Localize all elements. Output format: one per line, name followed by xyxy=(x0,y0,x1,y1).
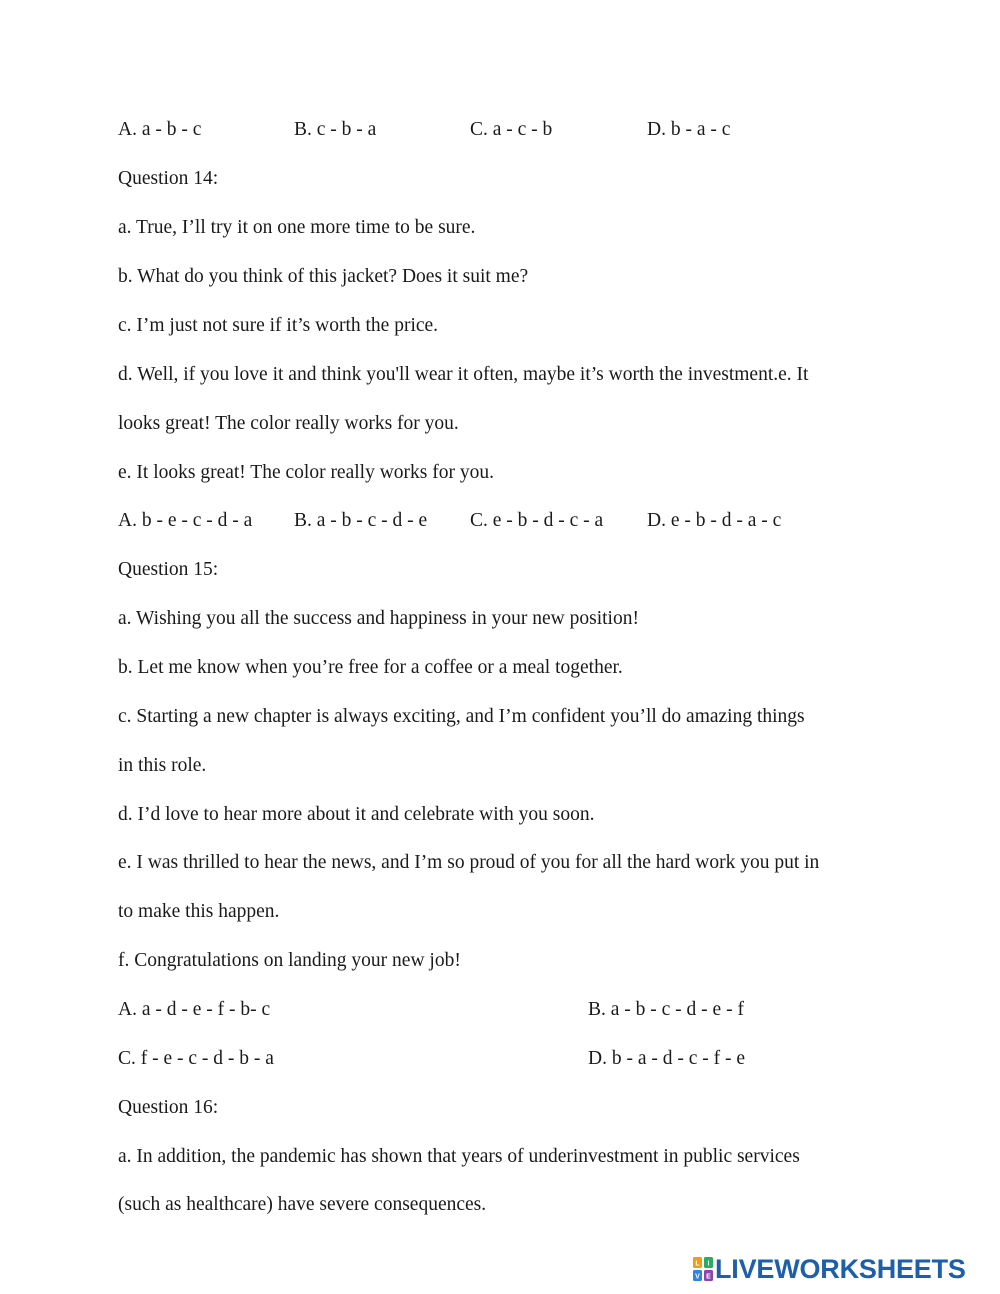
q13-option-d[interactable]: D. b - a - c xyxy=(647,119,731,140)
q15-sentence-f: f. Congratulations on landing your new job! xyxy=(118,950,461,971)
liveworksheets-logo-icon xyxy=(693,1257,713,1281)
q14-sentence-b: b. What do you think of this jacket? Does it suit me? xyxy=(118,266,529,287)
q13-option-c[interactable]: C. a - c - b xyxy=(470,119,553,140)
q13-option-b[interactable]: B. c - b - a xyxy=(294,119,377,140)
q15-option-a[interactable]: A. a - d - e - f - b- c xyxy=(118,999,271,1020)
q15-sentence-c-continued: in this role. xyxy=(118,755,207,776)
q15-sentence-e-continued: to make this happen. xyxy=(118,901,280,922)
liveworksheets-watermark xyxy=(693,1254,966,1284)
question-14-title: Question 14: xyxy=(118,168,219,189)
liveworksheets-logo-text: LIVEWORKSHEETS xyxy=(715,1254,966,1284)
q14-option-c[interactable]: C. e - b - d - c - a xyxy=(470,510,604,531)
q14-option-d[interactable]: D. e - b - d - a - c xyxy=(647,510,782,531)
q16-sentence-a-continued: (such as healthcare) have severe consequences. xyxy=(118,1194,487,1215)
q14-option-a[interactable]: A. b - e - c - d - a xyxy=(118,510,253,531)
svg-text:I: I xyxy=(707,1260,710,1268)
q15-option-d[interactable]: D. b - a - d - c - f - e xyxy=(588,1048,746,1069)
q13-option-a[interactable]: A. a - b - c xyxy=(118,119,202,140)
svg-text:L: L xyxy=(695,1260,700,1268)
q15-sentence-c: c. Starting a new chapter is always exciting, and I’m confident you’ll do amazing things xyxy=(118,706,805,727)
q14-option-b[interactable]: B. a - b - c - d - e xyxy=(294,510,428,531)
q14-sentence-d-continued: looks great! The color really works for you. xyxy=(118,413,459,434)
q15-sentence-e: e. I was thrilled to hear the news, and I’m so proud of you for all the hard work you put in xyxy=(118,852,820,873)
q15-option-c[interactable]: C. f - e - c - d - b - a xyxy=(118,1048,274,1069)
q14-sentence-d: d. Well, if you love it and think you'll wear it often, maybe it’s worth the investment.e. It xyxy=(118,364,809,385)
q15-sentence-d: d. I’d love to hear more about it and celebrate with you soon. xyxy=(118,804,595,825)
q15-sentence-b: b. Let me know when you’re free for a coffee or a meal together. xyxy=(118,657,623,678)
q16-sentence-a: a. In addition, the pandemic has shown that years of underinvestment in public services xyxy=(118,1146,800,1167)
q15-option-b[interactable]: B. a - b - c - d - e - f xyxy=(588,999,744,1020)
question-15-title: Question 15: xyxy=(118,559,219,580)
q15-sentence-a: a. Wishing you all the success and happiness in your new position! xyxy=(118,608,639,629)
svg-text:V: V xyxy=(695,1273,700,1281)
svg-text:E: E xyxy=(706,1273,711,1281)
question-16-title: Question 16: xyxy=(118,1097,219,1118)
q14-sentence-e: e. It looks great! The color really works for you. xyxy=(118,462,494,483)
q14-sentence-c: c. I’m just not sure if it’s worth the price. xyxy=(118,315,439,336)
q14-sentence-a: a. True, I’ll try it on one more time to be sure. xyxy=(118,217,476,238)
